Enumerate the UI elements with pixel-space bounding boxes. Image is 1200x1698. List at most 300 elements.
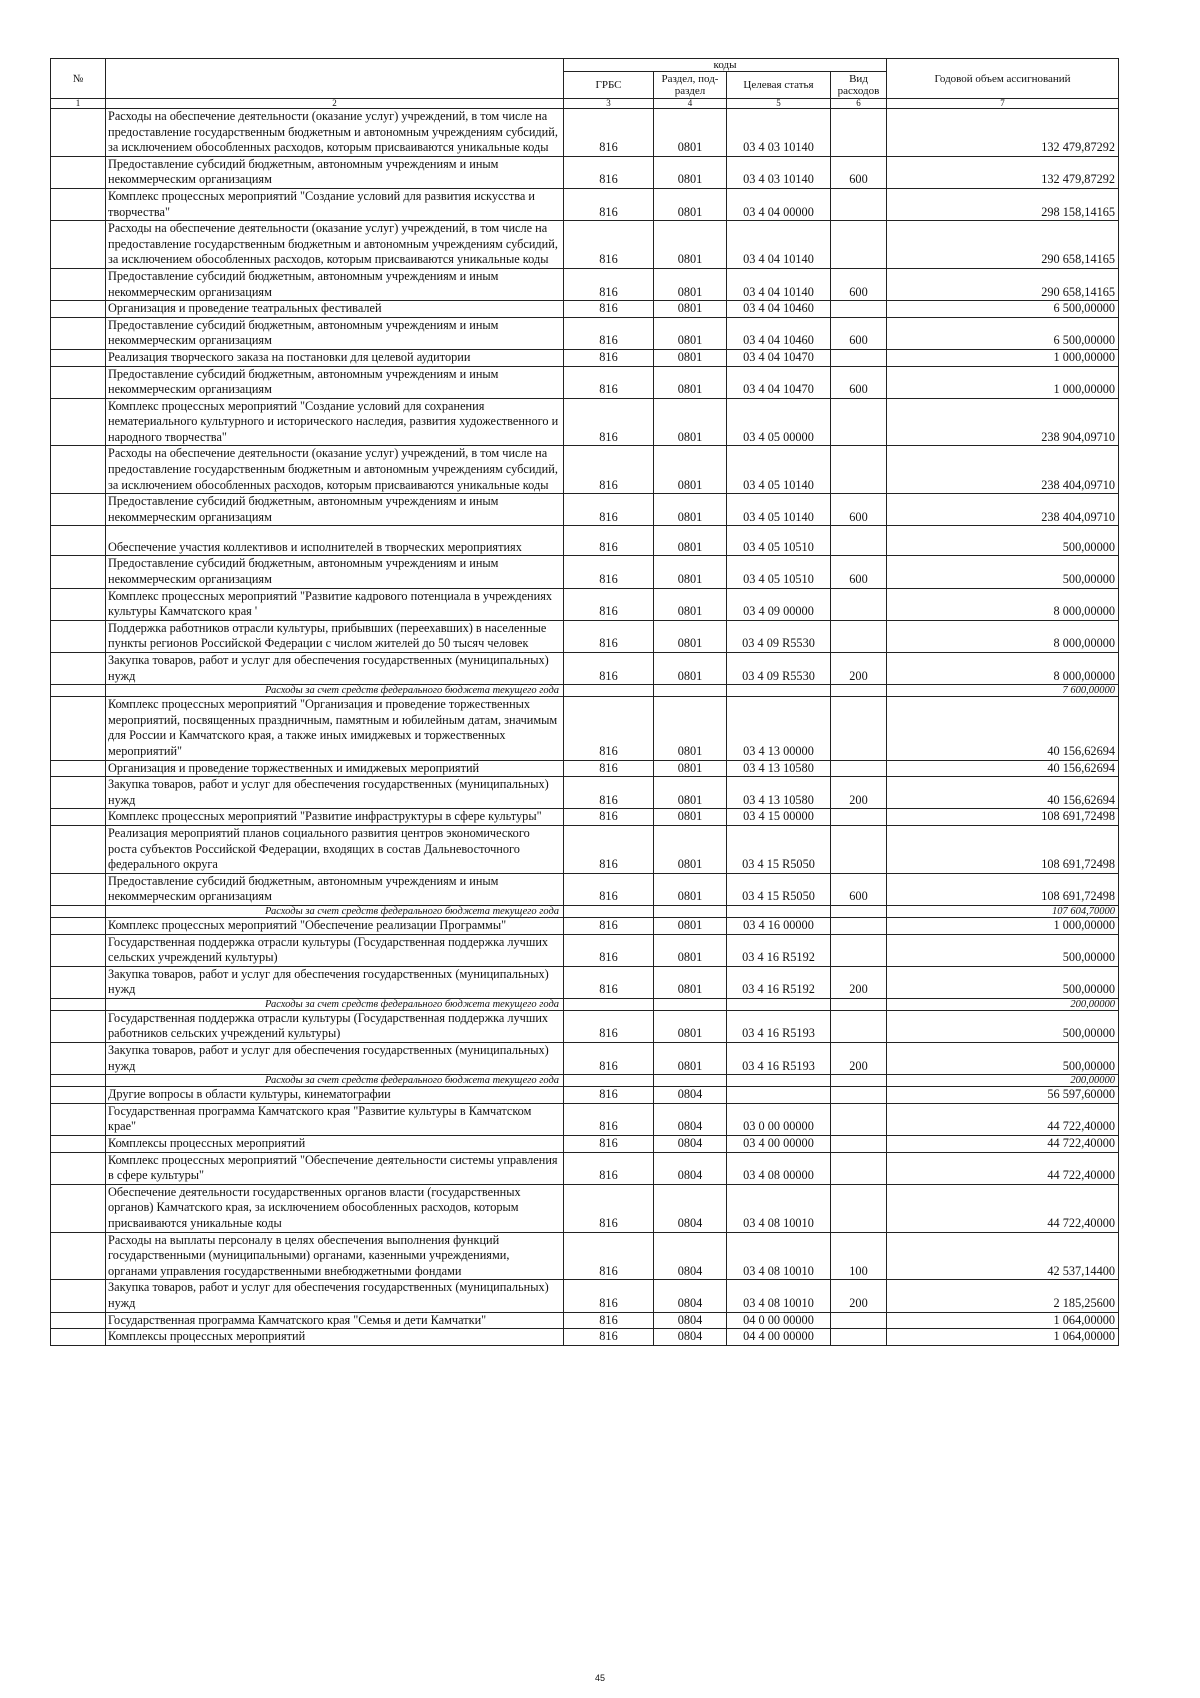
description-cell: Реализация мероприятий планов социального развития центров экономического роста субъектов Российской Федерации, входящих в состав Дальневосточного федерального округа <box>106 825 564 873</box>
amount-cell: 500,00000 <box>887 556 1119 588</box>
section-cell: 0804 <box>654 1152 727 1184</box>
description-cell: Расходы на обеспечение деятельности (оказание услуг) учреждений, в том числе на предоставление государственным бюджетным и автономным учреждениям субсидий, за исключением обособленных расходов, которым присваиваются уникальные коды <box>106 221 564 269</box>
grbs-cell: 816 <box>564 109 654 157</box>
description-cell: Комплекс процессных мероприятий "Обеспечение деятельности системы управления в сфере культуры" <box>106 1152 564 1184</box>
section-cell: 0801 <box>654 825 727 873</box>
description-cell: Комплексы процессных мероприятий <box>106 1136 564 1153</box>
grbs-cell: 816 <box>564 777 654 809</box>
description-cell: Закупка товаров, работ и услуг для обеспечения государственных (муниципальных) нужд <box>106 653 564 685</box>
description-cell: Обеспечение участия коллективов и исполнителей в творческих мероприятиях <box>106 526 564 556</box>
target-article-cell <box>727 998 831 1010</box>
grbs-cell: 816 <box>564 653 654 685</box>
grbs-cell: 816 <box>564 825 654 873</box>
expense-type-cell <box>831 446 887 494</box>
expense-type-cell: 600 <box>831 156 887 188</box>
section-cell: 0804 <box>654 1232 727 1280</box>
no-cell <box>51 917 106 934</box>
header-no: № <box>51 59 106 99</box>
table-row <box>51 156 1119 188</box>
description-cell: Поддержка работников отрасли культуры, прибывших (переехавших) в населенные пункты регионов Российской Федерации с числом жителей до 50 тысяч человек <box>106 620 564 652</box>
table-row <box>51 1329 1119 1346</box>
target-article-cell: 03 4 16 R5192 <box>727 934 831 966</box>
expense-type-cell <box>831 221 887 269</box>
expense-type-cell: 100 <box>831 1232 887 1280</box>
expense-type-cell <box>831 1152 887 1184</box>
description-cell: Комплекс процессных мероприятий "Развитие инфраструктуры в сфере культуры" <box>106 809 564 826</box>
expense-type-cell <box>831 934 887 966</box>
section-cell: 0801 <box>654 966 727 998</box>
header-annual-volume: Годовой объем ассигнований <box>887 59 1119 99</box>
description-cell: Государственная поддержка отрасли культуры (Государственная поддержка лучших работников сельских учреждений культуры) <box>106 1010 564 1042</box>
target-article-cell: 03 4 03 10140 <box>727 156 831 188</box>
expense-type-cell <box>831 1329 887 1346</box>
target-article-cell: 03 4 09 R5530 <box>727 620 831 652</box>
table-row <box>51 1232 1119 1280</box>
table-row <box>51 653 1119 685</box>
description-cell: Реализация творческого заказа на постановки для целевой аудитории <box>106 349 564 366</box>
expense-type-cell <box>831 685 887 697</box>
description-cell: Закупка товаров, работ и услуг для обеспечения государственных (муниципальных) нужд <box>106 1280 564 1312</box>
expense-type-cell <box>831 917 887 934</box>
table-row <box>51 1043 1119 1075</box>
no-cell <box>51 366 106 398</box>
section-cell: 0801 <box>654 446 727 494</box>
table-row <box>51 1280 1119 1312</box>
grbs-cell: 816 <box>564 1043 654 1075</box>
amount-cell: 132 479,87292 <box>887 156 1119 188</box>
expense-type-cell <box>831 620 887 652</box>
grbs-cell: 816 <box>564 556 654 588</box>
no-cell <box>51 446 106 494</box>
target-article-cell: 03 4 15 00000 <box>727 809 831 826</box>
section-cell: 0801 <box>654 873 727 905</box>
amount-cell: 290 658,14165 <box>887 268 1119 300</box>
target-article-cell: 03 4 04 10460 <box>727 301 831 318</box>
target-article-cell: 03 4 04 10460 <box>727 317 831 349</box>
no-cell <box>51 1312 106 1329</box>
expense-type-cell <box>831 760 887 777</box>
no-cell <box>51 620 106 652</box>
page-number: 45 <box>594 1673 605 1683</box>
table-row <box>51 446 1119 494</box>
no-cell <box>51 398 106 446</box>
grbs-cell: 816 <box>564 156 654 188</box>
expense-type-cell: 200 <box>831 966 887 998</box>
amount-cell: 107 604,70000 <box>887 905 1119 917</box>
target-article-cell: 03 4 03 10140 <box>727 109 831 157</box>
federal-budget-row <box>51 1075 1119 1087</box>
table-row <box>51 825 1119 873</box>
target-article-cell: 03 4 16 R5192 <box>727 966 831 998</box>
expense-type-cell <box>831 998 887 1010</box>
no-cell <box>51 494 106 526</box>
no-cell <box>51 685 106 697</box>
no-cell <box>51 1087 106 1104</box>
description-cell: Расходы за счет средств федерального бюджета текущего года <box>106 905 564 917</box>
target-article-cell: 03 4 16 R5193 <box>727 1043 831 1075</box>
table-row <box>51 1103 1119 1135</box>
table-body <box>51 109 1119 1346</box>
table-row <box>51 588 1119 620</box>
description-cell: Предоставление субсидий бюджетным, автономным учреждениям и иным некоммерческим организациям <box>106 366 564 398</box>
grbs-cell: 816 <box>564 1136 654 1153</box>
description-cell: Расходы за счет средств федерального бюджета текущего года <box>106 685 564 697</box>
description-cell: Закупка товаров, работ и услуг для обеспечения государственных (муниципальных) нужд <box>106 1043 564 1075</box>
amount-cell: 6 500,00000 <box>887 317 1119 349</box>
grbs-cell: 816 <box>564 526 654 556</box>
section-cell: 0801 <box>654 398 727 446</box>
section-cell <box>654 998 727 1010</box>
no-cell <box>51 934 106 966</box>
target-article-cell: 03 4 09 00000 <box>727 588 831 620</box>
no-cell <box>51 268 106 300</box>
target-article-cell: 03 4 09 R5530 <box>727 653 831 685</box>
table-row <box>51 809 1119 826</box>
header-description <box>106 59 564 99</box>
target-article-cell: 03 4 05 10140 <box>727 494 831 526</box>
target-article-cell <box>727 1075 831 1087</box>
section-cell <box>654 1075 727 1087</box>
target-article-cell: 03 4 04 10470 <box>727 366 831 398</box>
table-row <box>51 526 1119 556</box>
no-cell <box>51 966 106 998</box>
table-row <box>51 556 1119 588</box>
no-cell <box>51 588 106 620</box>
header-grbs: ГРБС <box>564 72 654 99</box>
section-cell: 0801 <box>654 934 727 966</box>
expense-type-cell <box>831 825 887 873</box>
grbs-cell: 816 <box>564 301 654 318</box>
expense-type-cell: 200 <box>831 777 887 809</box>
description-cell: Предоставление субсидий бюджетным, автономным учреждениям и иным некоммерческим организациям <box>106 317 564 349</box>
amount-cell: 44 722,40000 <box>887 1184 1119 1232</box>
target-article-cell: 03 4 08 10010 <box>727 1232 831 1280</box>
section-cell: 0804 <box>654 1136 727 1153</box>
table-row <box>51 777 1119 809</box>
grbs-cell <box>564 685 654 697</box>
description-cell: Государственная программа Камчатского края "Развитие культуры в Камчатском крае" <box>106 1103 564 1135</box>
no-cell <box>51 1043 106 1075</box>
description-cell: Комплекс процессных мероприятий "Создание условий для сохранения нематериального культурного и исторического наследия, развития художественного и народного творчества" <box>106 398 564 446</box>
table-row <box>51 349 1119 366</box>
amount-cell: 500,00000 <box>887 1010 1119 1042</box>
no-cell <box>51 556 106 588</box>
section-cell: 0801 <box>654 349 727 366</box>
section-cell: 0801 <box>654 588 727 620</box>
section-cell: 0801 <box>654 301 727 318</box>
col-number: 1 <box>51 99 106 109</box>
table-row <box>51 221 1119 269</box>
description-cell: Предоставление субсидий бюджетным, автономным учреждениям и иным некоммерческим организациям <box>106 494 564 526</box>
header-codes: коды <box>564 59 887 72</box>
expense-type-cell <box>831 1103 887 1135</box>
no-cell <box>51 109 106 157</box>
table-row <box>51 873 1119 905</box>
table-row <box>51 917 1119 934</box>
description-cell: Комплекс процессных мероприятий "Создание условий для развития искусства и творчества" <box>106 188 564 220</box>
description-cell: Комплекс процессных мероприятий "Развитие кадрового потенциала в учреждениях культуры Камчатского края ' <box>106 588 564 620</box>
section-cell: 0801 <box>654 494 727 526</box>
grbs-cell: 816 <box>564 446 654 494</box>
no-cell <box>51 1075 106 1087</box>
target-article-cell: 03 4 04 10470 <box>727 349 831 366</box>
amount-cell: 108 691,72498 <box>887 825 1119 873</box>
amount-cell: 2 185,25600 <box>887 1280 1119 1312</box>
grbs-cell: 816 <box>564 494 654 526</box>
amount-cell: 44 722,40000 <box>887 1103 1119 1135</box>
target-article-cell <box>727 1087 831 1104</box>
expense-type-cell: 200 <box>831 1280 887 1312</box>
grbs-cell: 816 <box>564 966 654 998</box>
table-row <box>51 494 1119 526</box>
expense-type-cell <box>831 301 887 318</box>
amount-cell: 500,00000 <box>887 934 1119 966</box>
table-row <box>51 1312 1119 1329</box>
federal-budget-row <box>51 998 1119 1010</box>
target-article-cell: 03 4 05 10140 <box>727 446 831 494</box>
amount-cell: 500,00000 <box>887 966 1119 998</box>
grbs-cell: 816 <box>564 349 654 366</box>
target-article-cell: 03 4 00 00000 <box>727 1136 831 1153</box>
table-row <box>51 301 1119 318</box>
section-cell: 0801 <box>654 809 727 826</box>
table-row <box>51 966 1119 998</box>
amount-cell: 56 597,60000 <box>887 1087 1119 1104</box>
no-cell <box>51 697 106 760</box>
amount-cell: 40 156,62694 <box>887 760 1119 777</box>
no-cell <box>51 905 106 917</box>
amount-cell: 500,00000 <box>887 1043 1119 1075</box>
expense-type-cell: 600 <box>831 366 887 398</box>
section-cell: 0801 <box>654 777 727 809</box>
amount-cell: 42 537,14400 <box>887 1232 1119 1280</box>
col-number: 7 <box>887 99 1119 109</box>
expense-type-cell <box>831 1087 887 1104</box>
section-cell: 0801 <box>654 1043 727 1075</box>
grbs-cell: 816 <box>564 268 654 300</box>
no-cell <box>51 301 106 318</box>
expense-type-cell <box>831 697 887 760</box>
description-cell: Предоставление субсидий бюджетным, автономным учреждениям и иным некоммерческим организациям <box>106 268 564 300</box>
target-article-cell: 03 4 05 00000 <box>727 398 831 446</box>
description-cell: Организация и проведение торжественных и имиджевых мероприятий <box>106 760 564 777</box>
grbs-cell: 816 <box>564 366 654 398</box>
target-article-cell: 03 4 05 10510 <box>727 526 831 556</box>
amount-cell: 238 904,09710 <box>887 398 1119 446</box>
description-cell: Расходы на обеспечение деятельности (оказание услуг) учреждений, в том числе на предоставление государственным бюджетным и автономным учреждениям субсидий, за исключением обособленных расходов, которым присваиваются уникальные коды <box>106 109 564 157</box>
grbs-cell: 816 <box>564 1329 654 1346</box>
grbs-cell: 816 <box>564 934 654 966</box>
amount-cell: 1 064,00000 <box>887 1329 1119 1346</box>
amount-cell: 500,00000 <box>887 526 1119 556</box>
target-article-cell: 03 4 16 R5193 <box>727 1010 831 1042</box>
target-article-cell <box>727 905 831 917</box>
target-article-cell: 03 4 08 10010 <box>727 1280 831 1312</box>
col-number: 3 <box>564 99 654 109</box>
section-cell: 0801 <box>654 268 727 300</box>
amount-cell: 1 000,00000 <box>887 917 1119 934</box>
no-cell <box>51 760 106 777</box>
grbs-cell: 816 <box>564 1184 654 1232</box>
section-cell: 0801 <box>654 620 727 652</box>
expense-type-cell <box>831 398 887 446</box>
table-row <box>51 1010 1119 1042</box>
expense-type-cell <box>831 1010 887 1042</box>
no-cell <box>51 1103 106 1135</box>
no-cell <box>51 1136 106 1153</box>
amount-cell: 1 000,00000 <box>887 366 1119 398</box>
amount-cell: 1 064,00000 <box>887 1312 1119 1329</box>
target-article-cell: 03 4 05 10510 <box>727 556 831 588</box>
target-article-cell: 03 4 08 00000 <box>727 1152 831 1184</box>
section-cell: 0801 <box>654 188 727 220</box>
table-row <box>51 1136 1119 1153</box>
section-cell: 0801 <box>654 109 727 157</box>
expense-type-cell <box>831 905 887 917</box>
amount-cell: 298 158,14165 <box>887 188 1119 220</box>
amount-cell: 8 000,00000 <box>887 653 1119 685</box>
expense-type-cell <box>831 188 887 220</box>
target-article-cell: 03 0 00 00000 <box>727 1103 831 1135</box>
expense-type-cell: 200 <box>831 653 887 685</box>
section-cell: 0804 <box>654 1087 727 1104</box>
no-cell <box>51 188 106 220</box>
target-article-cell: 04 4 00 00000 <box>727 1329 831 1346</box>
table-row <box>51 1152 1119 1184</box>
section-cell: 0801 <box>654 221 727 269</box>
description-cell: Расходы за счет средств федерального бюджета текущего года <box>106 1075 564 1087</box>
section-cell: 0804 <box>654 1280 727 1312</box>
no-cell <box>51 317 106 349</box>
target-article-cell: 03 4 13 10580 <box>727 777 831 809</box>
description-cell: Другие вопросы в области культуры, кинематографии <box>106 1087 564 1104</box>
grbs-cell <box>564 905 654 917</box>
amount-cell: 44 722,40000 <box>887 1136 1119 1153</box>
section-cell: 0801 <box>654 366 727 398</box>
no-cell <box>51 156 106 188</box>
header-target-article: Целевая статья <box>727 72 831 99</box>
table-row <box>51 366 1119 398</box>
expense-type-cell: 600 <box>831 873 887 905</box>
section-cell: 0804 <box>654 1329 727 1346</box>
description-cell: Закупка товаров, работ и услуг для обеспечения государственных (муниципальных) нужд <box>106 777 564 809</box>
amount-cell: 40 156,62694 <box>887 697 1119 760</box>
amount-cell: 1 000,00000 <box>887 349 1119 366</box>
target-article-cell: 03 4 04 00000 <box>727 188 831 220</box>
description-cell: Предоставление субсидий бюджетным, автономным учреждениям и иным некоммерческим организациям <box>106 156 564 188</box>
col-number: 2 <box>106 99 564 109</box>
table-row <box>51 934 1119 966</box>
expense-type-cell: 200 <box>831 1043 887 1075</box>
expense-type-cell <box>831 109 887 157</box>
table-row <box>51 760 1119 777</box>
description-cell: Предоставление субсидий бюджетным, автономным учреждениям и иным некоммерческим организациям <box>106 556 564 588</box>
description-cell: Комплексы процессных мероприятий <box>106 1329 564 1346</box>
no-cell <box>51 825 106 873</box>
section-cell: 0804 <box>654 1312 727 1329</box>
amount-cell: 238 404,09710 <box>887 494 1119 526</box>
grbs-cell: 816 <box>564 873 654 905</box>
table-row <box>51 268 1119 300</box>
grbs-cell: 816 <box>564 917 654 934</box>
description-cell: Расходы на выплаты персоналу в целях обеспечения выполнения функций государственными (муниципальными) органами, казенными учреждениями, органами управления государственными внебюджетными фондами <box>106 1232 564 1280</box>
amount-cell: 40 156,62694 <box>887 777 1119 809</box>
expense-type-cell: 600 <box>831 494 887 526</box>
table-row <box>51 188 1119 220</box>
grbs-cell: 816 <box>564 1152 654 1184</box>
amount-cell: 200,00000 <box>887 998 1119 1010</box>
table-row <box>51 1184 1119 1232</box>
expense-type-cell: 600 <box>831 268 887 300</box>
grbs-cell: 816 <box>564 588 654 620</box>
section-cell: 0801 <box>654 1010 727 1042</box>
target-article-cell: 03 4 13 00000 <box>727 697 831 760</box>
expense-type-cell <box>831 809 887 826</box>
description-cell: Расходы за счет средств федерального бюджета текущего года <box>106 998 564 1010</box>
budget-table-sheet <box>50 58 1118 1346</box>
description-cell: Предоставление субсидий бюджетным, автономным учреждениям и иным некоммерческим организациям <box>106 873 564 905</box>
expense-type-cell <box>831 1184 887 1232</box>
grbs-cell <box>564 1075 654 1087</box>
grbs-cell: 816 <box>564 620 654 652</box>
amount-cell: 200,00000 <box>887 1075 1119 1087</box>
section-cell: 0804 <box>654 1103 727 1135</box>
section-cell: 0801 <box>654 653 727 685</box>
target-article-cell: 03 4 15 R5050 <box>727 873 831 905</box>
federal-budget-row <box>51 905 1119 917</box>
target-article-cell: 03 4 16 00000 <box>727 917 831 934</box>
section-cell: 0801 <box>654 156 727 188</box>
table-row <box>51 109 1119 157</box>
grbs-cell: 816 <box>564 317 654 349</box>
amount-cell: 44 722,40000 <box>887 1152 1119 1184</box>
table-row <box>51 697 1119 760</box>
grbs-cell: 816 <box>564 809 654 826</box>
target-article-cell: 03 4 04 10140 <box>727 221 831 269</box>
target-article-cell: 03 4 04 10140 <box>727 268 831 300</box>
grbs-cell: 816 <box>564 1103 654 1135</box>
header-section: Раздел, под-раздел <box>654 72 727 99</box>
expense-type-cell: 600 <box>831 317 887 349</box>
grbs-cell: 816 <box>564 1232 654 1280</box>
target-article-cell: 03 4 15 R5050 <box>727 825 831 873</box>
expense-type-cell <box>831 349 887 366</box>
target-article-cell: 04 0 00 00000 <box>727 1312 831 1329</box>
no-cell <box>51 653 106 685</box>
section-cell <box>654 905 727 917</box>
description-cell: Обеспечение деятельности государственных органов власти (государственных органов) Камчатского края, за исключением обособленных расходов, которым присваиваются уникальные коды <box>106 1184 564 1232</box>
table-row <box>51 620 1119 652</box>
table-row <box>51 1087 1119 1104</box>
grbs-cell: 816 <box>564 1010 654 1042</box>
section-cell: 0804 <box>654 1184 727 1232</box>
section-cell: 0801 <box>654 317 727 349</box>
no-cell <box>51 998 106 1010</box>
no-cell <box>51 809 106 826</box>
no-cell <box>51 1010 106 1042</box>
amount-cell: 238 404,09710 <box>887 446 1119 494</box>
amount-cell: 8 000,00000 <box>887 620 1119 652</box>
description-cell: Комплекс процессных мероприятий "Обеспечение реализации Программы" <box>106 917 564 934</box>
amount-cell: 6 500,00000 <box>887 301 1119 318</box>
col-number: 5 <box>727 99 831 109</box>
grbs-cell: 816 <box>564 1312 654 1329</box>
amount-cell: 132 479,87292 <box>887 109 1119 157</box>
target-article-cell: 03 4 08 10010 <box>727 1184 831 1232</box>
budget-allocation-table <box>50 58 1119 1346</box>
no-cell <box>51 1184 106 1232</box>
header-expense-type: Вид расходов <box>831 72 887 99</box>
